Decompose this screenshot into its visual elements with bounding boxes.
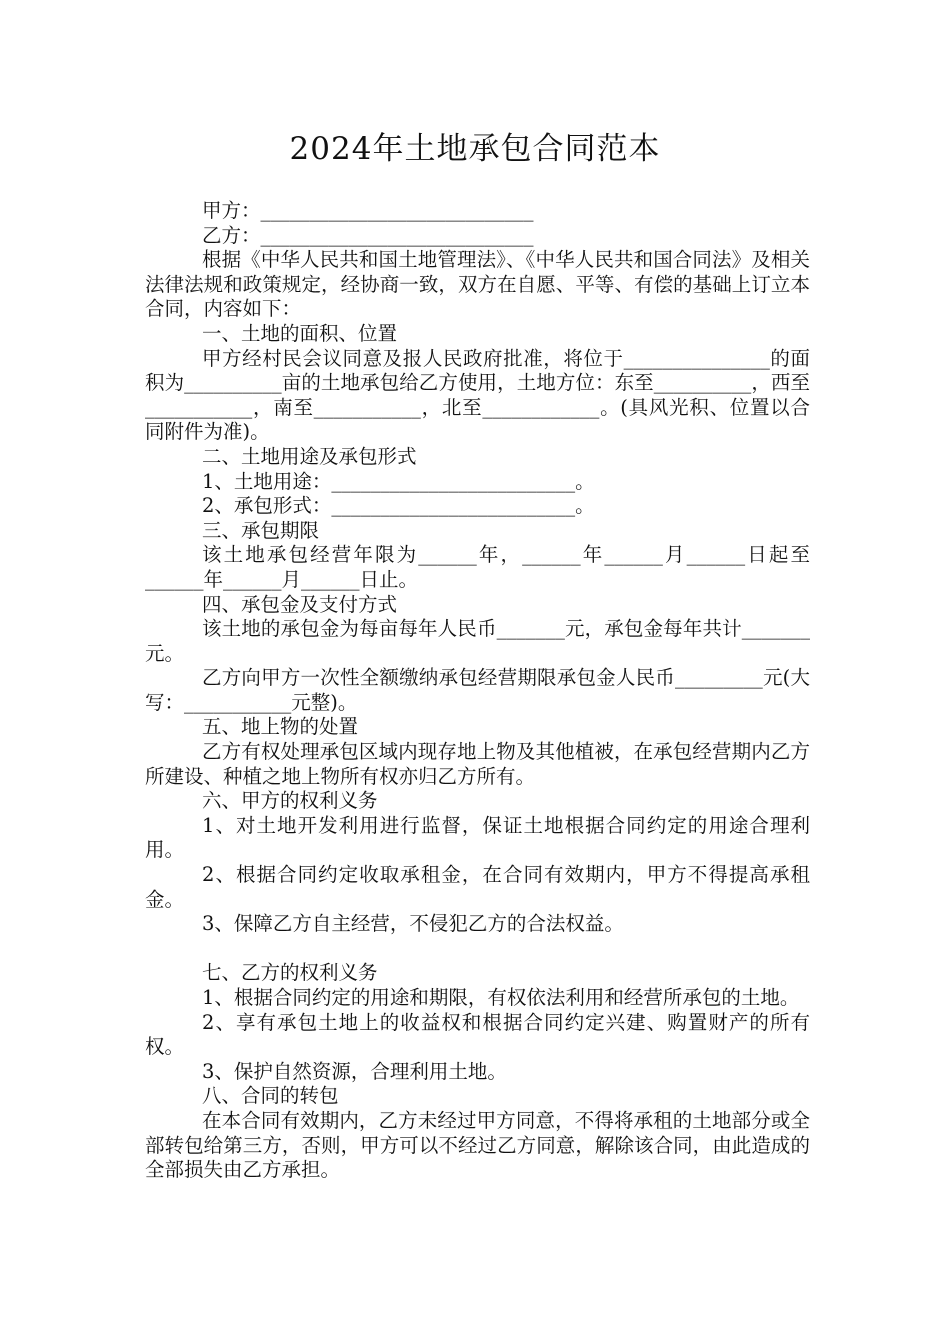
section-1-paragraph: 甲方经村民会议同意及报人民政府批准，将位于_______________的面积为__________亩的土地承包给乙方使用，土地方位：东至__________，西至___________，南至___________，北至____________。(具风光积、位置以合同附件为准)。: [145, 346, 810, 444]
section-8-paragraph: 在本合同有效期内，乙方未经过甲方同意，不得将承租的土地部分或全部转包给第三方，否则，甲方可以不经过乙方同意，解除该合同，由此造成的全部损失由乙方承担。: [145, 1108, 810, 1182]
section-6-item-1: 1、对土地开发利用进行监督，保证土地根据合同约定的用途合理利用。: [145, 813, 810, 862]
contract-form-line: 2、承包形式：_________________________。: [202, 494, 595, 518]
section-7-item-2: 2、享有承包土地上的收益权和根据合同约定兴建、购置财产的所有权。: [145, 1010, 810, 1059]
blank-line: [145, 937, 810, 962]
section-heading-5: 五、地上物的处置: [202, 715, 359, 739]
party-a-line: 甲方：____________________________: [202, 199, 534, 222]
section-6-item-3: 3、保障乙方自主经营，不侵犯乙方的合法权益。: [202, 912, 624, 936]
section-7-item-3: 3、保护自然资源，合理利用土地。: [202, 1059, 507, 1083]
section-heading-7: 七、乙方的权利义务: [202, 961, 378, 985]
land-use-line: 1、土地用途：_________________________。: [202, 469, 595, 493]
document-body: [145, 199, 810, 1183]
section-3-paragraph: 该土地承包经营年限为______年，______年______月______日起至______年______月______日止。: [145, 543, 810, 591]
section-4-paragraph-2: 乙方向甲方一次性全额缴纳承包经营期限承包金人民币_________元(大写：___________元整)。: [145, 666, 810, 714]
preamble-paragraph: 根据《中华人民共和国土地管理法》、《中华人民共和国合同法》及相关法律法规和政策规定，经协商一致，双方在自愿、平等、有偿的基础上订立本合同，内容如下：: [145, 248, 810, 321]
section-heading-1: 一、土地的面积、位置: [202, 321, 398, 345]
document-title: 2024年土地承包合同范本: [289, 131, 661, 167]
section-7-item-1: 1、根据合同约定的用途和期限，有权依法利用和经营所承包的土地。: [202, 986, 800, 1009]
section-heading-8: 八、合同的转包: [202, 1084, 339, 1108]
section-heading-3: 三、承包期限: [202, 518, 320, 542]
party-b-line: 乙方：____________________________: [202, 223, 534, 247]
section-4-paragraph-1: 该土地的承包金为每亩每年人民币_______元，承包金每年共计_______元。: [145, 617, 810, 665]
section-heading-4: 四、承包金及支付方式: [202, 592, 398, 616]
section-heading-2: 二、土地用途及承包形式: [202, 444, 417, 468]
section-heading-6: 六、甲方的权利义务: [202, 789, 378, 813]
section-6-item-2: 2、根据合同约定收取承租金，在合同有效期内，甲方不得提高承租金。: [145, 863, 810, 911]
section-5-paragraph: 乙方有权处理承包区域内现存地上物及其他植被，在承包经营期内乙方所建设、种植之地上物所有权亦归乙方所有。: [145, 740, 810, 788]
